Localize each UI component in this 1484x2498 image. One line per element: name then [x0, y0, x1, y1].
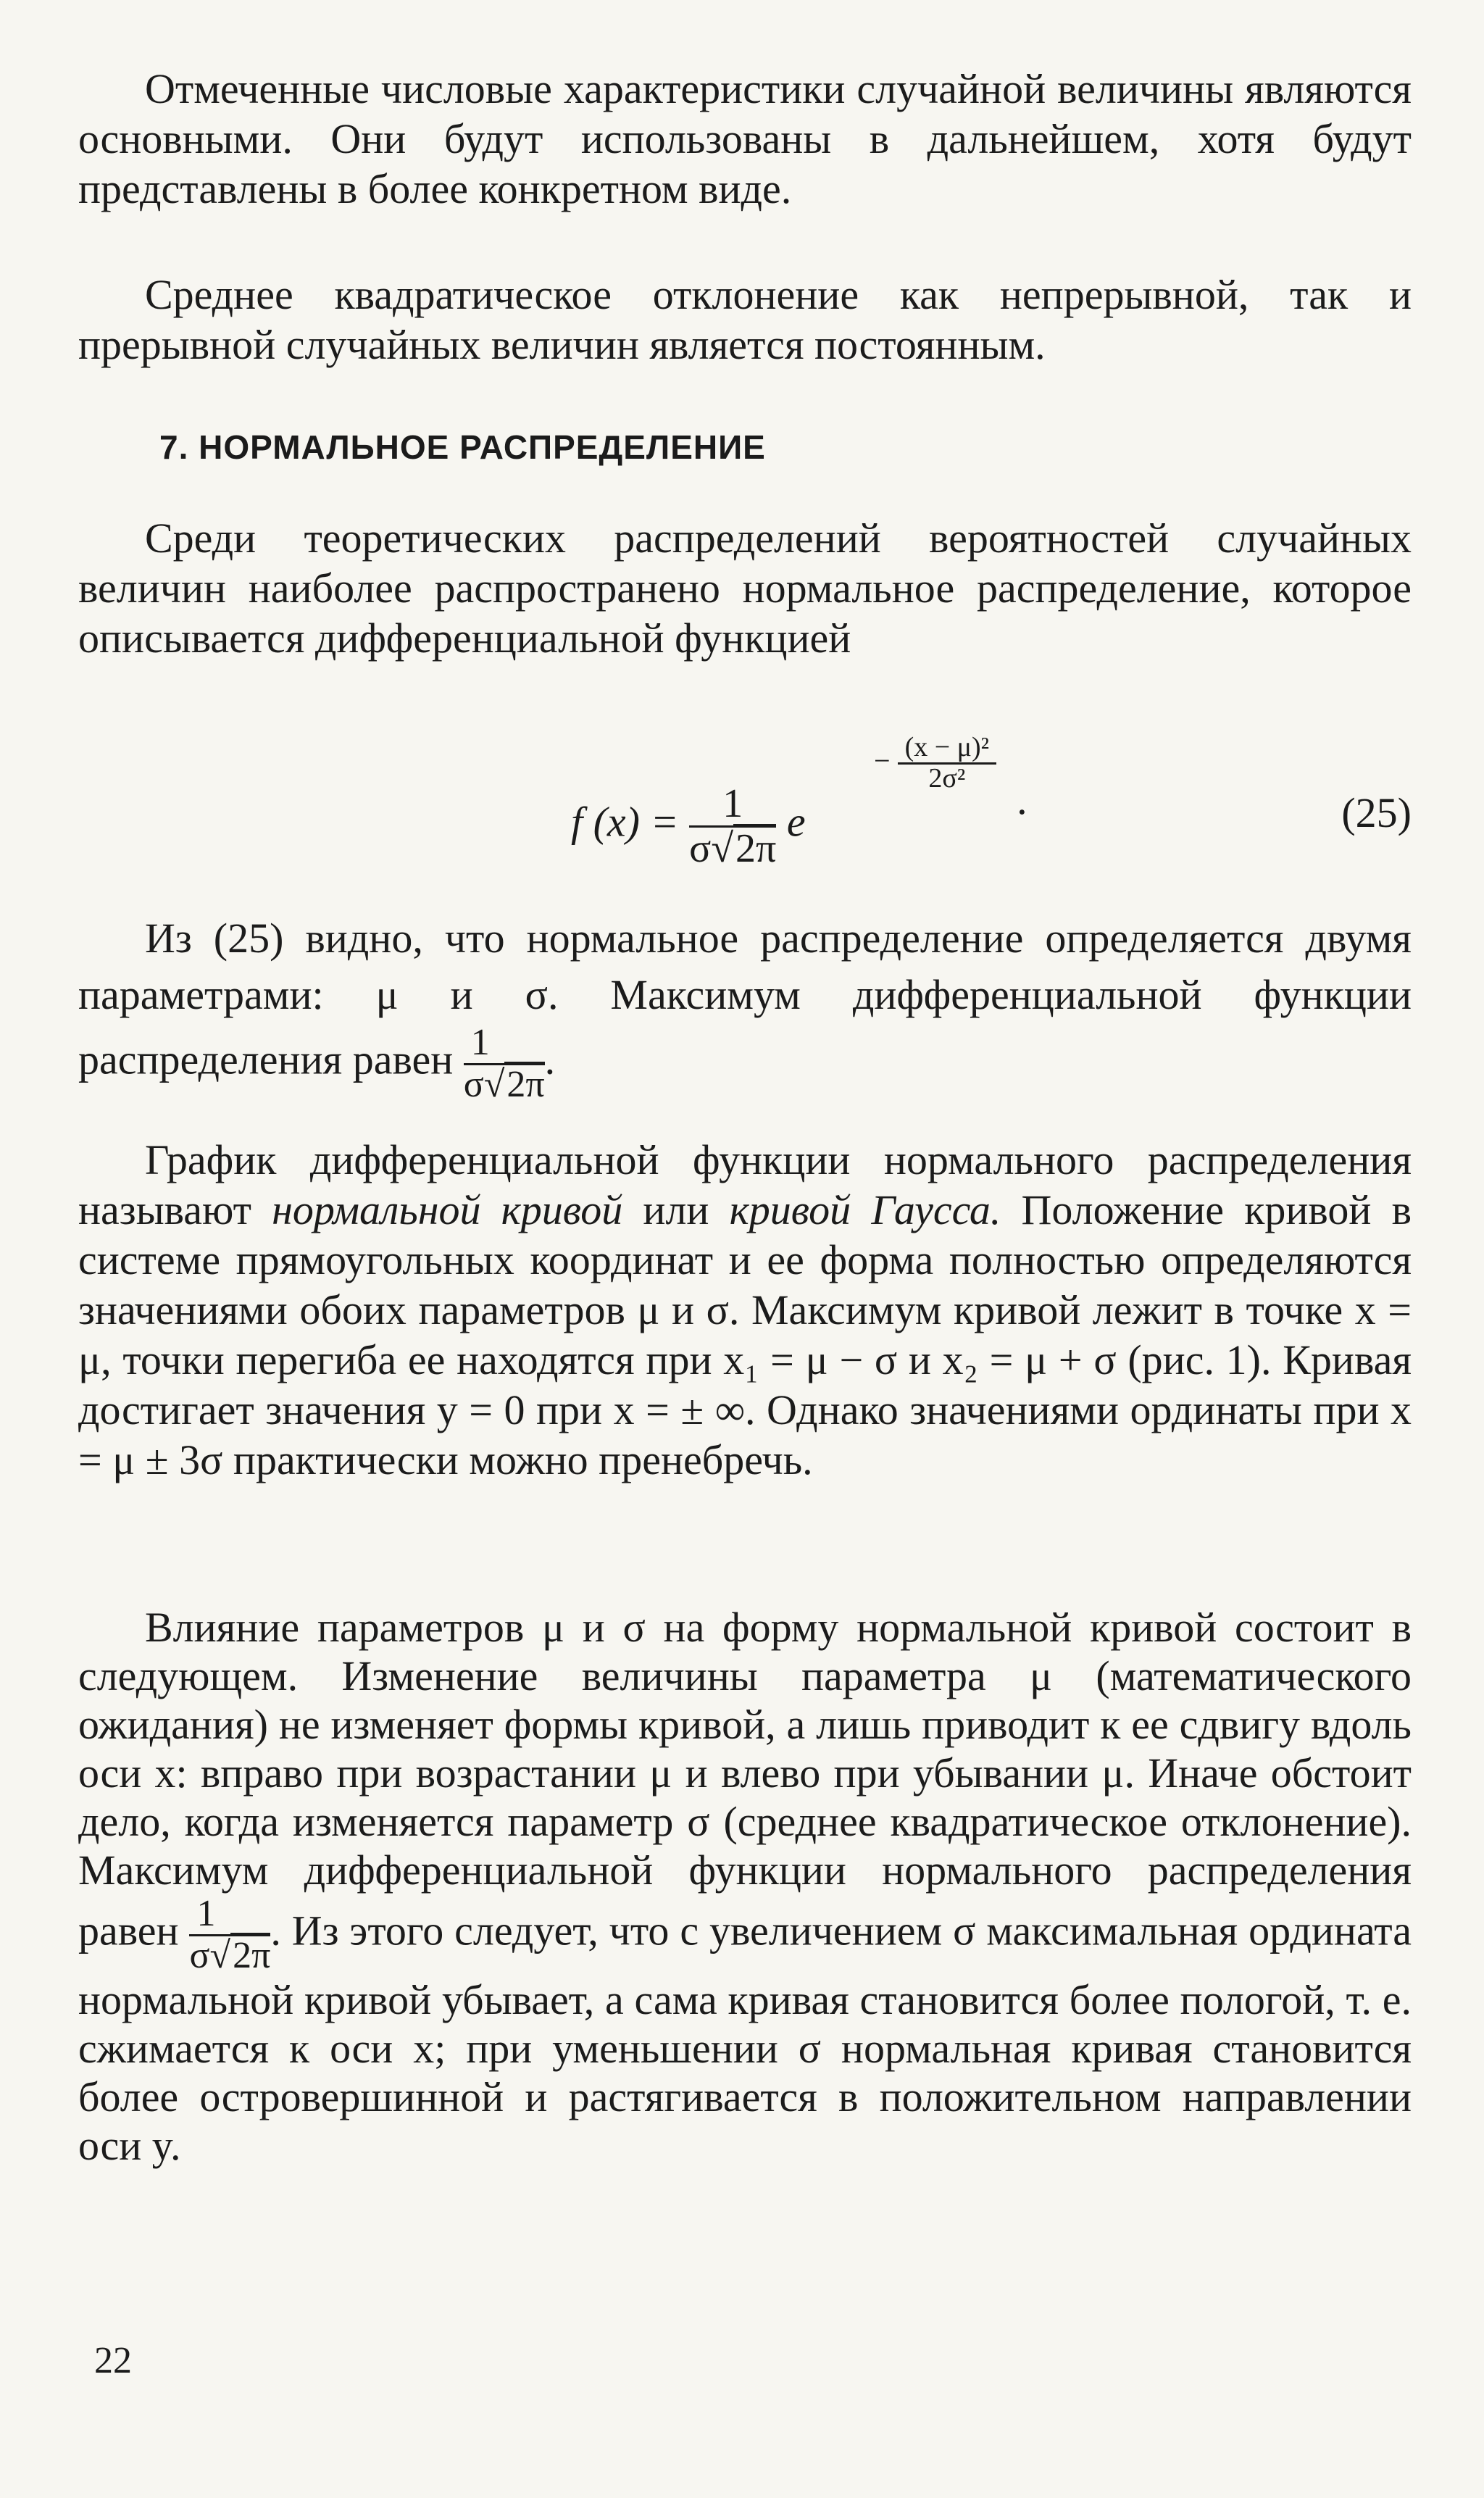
text-gauss-c: Положение кривой в системе прямоугольных координат и ее форма полностью определяются значениями обоих параметров μ и σ. Максимум кривой лежит в точке x = μ, точки перегиба ее находятся при x₁ = μ − σ и x₂ = μ + σ (рис. 1). Кривая достигает значения y = 0 при x = ± ∞. Однако значениями ординаты при x = μ ± 3σ практически можно пренебречь. — [78, 1186, 1412, 1483]
max-fraction-denominator — [464, 1065, 545, 1105]
max-fraction2-sqrt-arg: 2π — [230, 1933, 270, 1976]
term-gauss-curve: кривой Гаусса. — [729, 1186, 1001, 1233]
formula-exp-fraction — [898, 733, 997, 794]
max-value-fraction-2 — [189, 1894, 270, 1975]
text-influence-a: Влияние параметров μ и σ на форму нормальной кривой состоит в следующем. Изменение величины параметра μ (математического ожидания) не изменяет формы кривой, а лишь приводит к ее сдвигу вдоль оси x: вправо при возрастании μ и влево при убывании μ. Иначе обстоит дело, когда изменяется параметр σ (среднее квадратическое отклонение). Максимум дифференциальной функции нормального распределения равен — [78, 1604, 1412, 1954]
formula-sqrt-arg: 2π — [733, 824, 776, 871]
paragraph-gauss-curve — [78, 1135, 1412, 1485]
formula-numerator: 1 — [689, 783, 776, 828]
formula-number: (25) — [1341, 789, 1412, 836]
text-gauss-or: или — [643, 1186, 709, 1233]
sqrt-icon: √ — [711, 825, 734, 871]
formula-exponent — [874, 732, 1027, 823]
max-value-fraction — [464, 1023, 545, 1104]
formula-exp-sign: − — [874, 744, 891, 777]
text-gauss-a: График дифференциальной функции нормального распределения называют — [78, 1136, 1412, 1233]
text-influence-b: . Из этого следует, что с увеличением σ максимальная ордината нормальной кривой убывает, а сама кривая становится более пологой, т. е. сжимается к оси x; при уменьшении σ нормальная кривая становится более островершинной и растягивается в положительном направлении оси y. — [78, 1907, 1412, 2170]
paragraph-parameters — [78, 910, 1412, 1104]
formula-main — [571, 783, 806, 870]
formula-lhs: f (x) = — [571, 798, 679, 846]
formula-denominator — [689, 825, 777, 871]
paragraph-parameter-influence — [78, 1603, 1412, 2170]
sqrt-icon: √ — [209, 1934, 231, 1976]
max-fraction2-denominator — [189, 1936, 270, 1976]
formula-exp-numerator: (x − μ)² — [898, 733, 997, 765]
section-heading: 7. НОРМАЛЬНОЕ РАСПРЕДЕЛЕНИЕ — [159, 428, 766, 466]
text-parameters: Из (25) видно, что нормальное распределение определяется двумя параметрами: μ и σ. Максимум дифференциальной функции распределения равен — [78, 915, 1412, 1083]
term-normal-curve: нормальной кривой — [272, 1186, 623, 1233]
paragraph-normal-intro: Среди теоретических распределений вероятностей случайных величин наиболее распространено нормальное распределение, которое описывается дифференциальной функцией — [78, 515, 1412, 662]
max-fraction2-sigma: σ — [189, 1934, 210, 1976]
max-fraction-sigma: σ — [463, 1063, 484, 1105]
max-fraction-numerator: 1 — [464, 1023, 545, 1065]
sqrt-icon: √ — [483, 1063, 505, 1105]
formula-coefficient — [689, 783, 776, 870]
paragraph-std-deviation: Среднее квадратическое отклонение как непрерывной, так и прерывной случайных величин является постоянным. — [78, 271, 1412, 368]
formula-25 — [78, 732, 1412, 891]
formula-sigma: σ — [689, 825, 712, 871]
page-number: 22 — [94, 2340, 132, 2381]
max-fraction-sqrt-arg: 2π — [504, 1062, 544, 1105]
formula-exp-denominator: 2σ² — [928, 763, 966, 794]
formula-dot: . — [1017, 776, 1027, 823]
max-fraction-dot: . — [544, 1036, 556, 1083]
max-fraction2-numerator: 1 — [189, 1894, 270, 1936]
paragraph-characteristics: Отмеченные числовые характеристики случайной величины являются основными. Они будут использованы в дальнейшем, хотя будут представлены в более конкретном виде. — [78, 65, 1412, 212]
formula-base: e — [786, 798, 806, 846]
